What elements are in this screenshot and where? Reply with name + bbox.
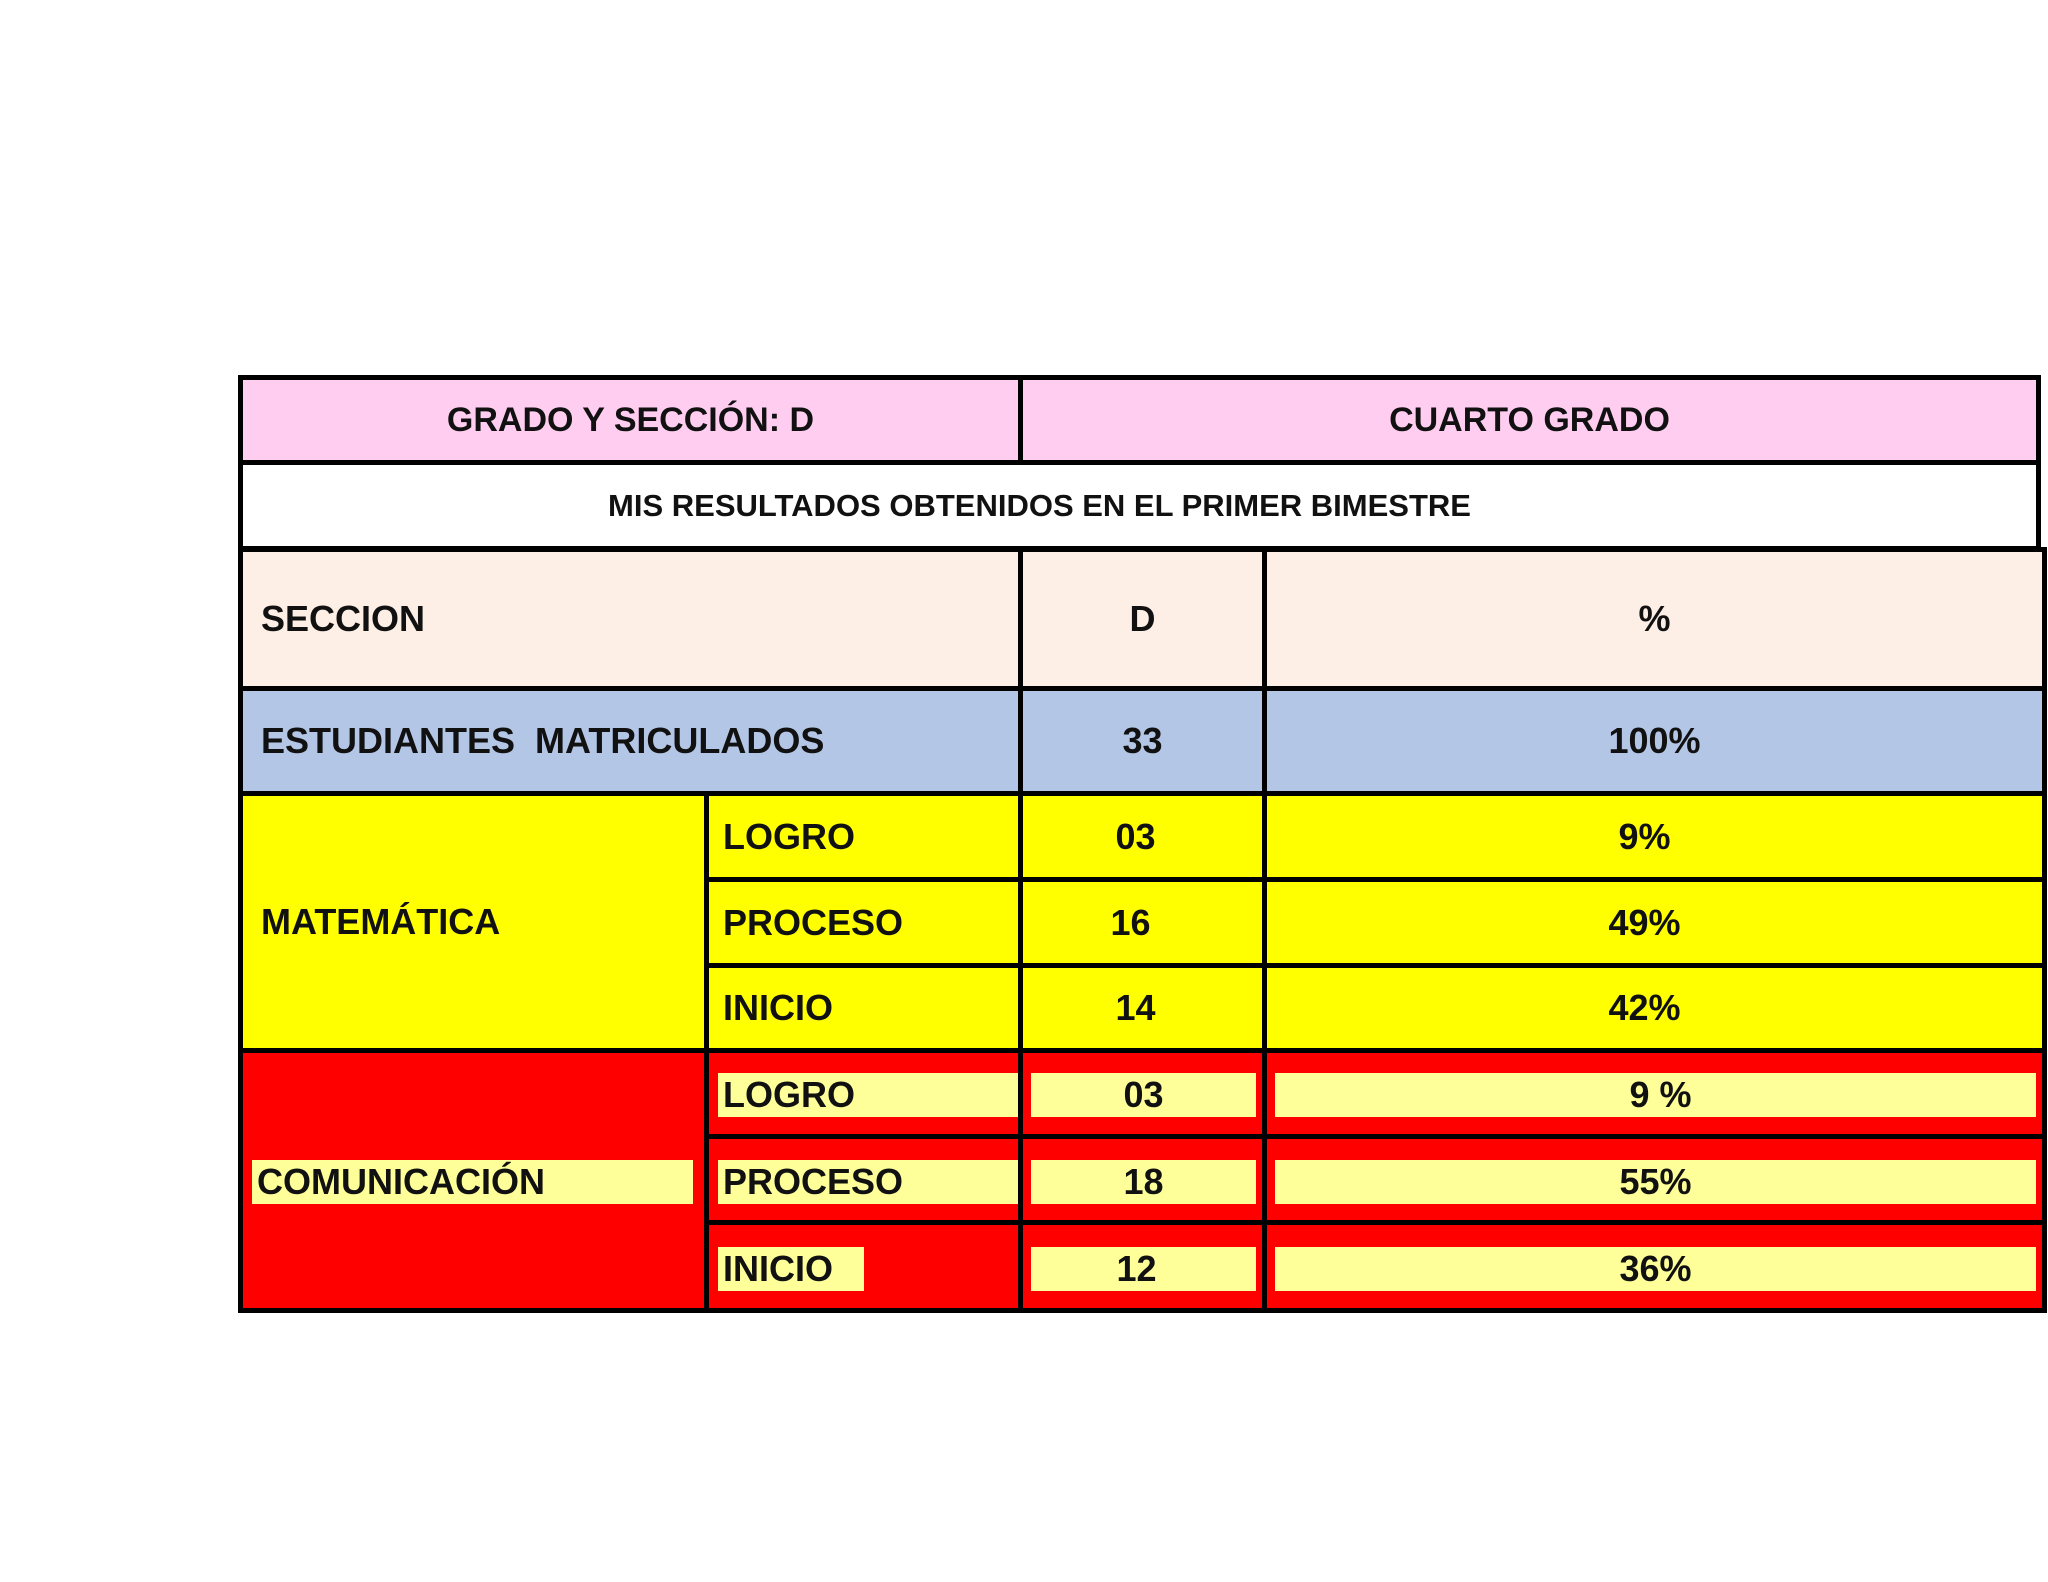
- matematica-level: PROCESO: [723, 901, 904, 943]
- section-value: D: [1129, 598, 1156, 639]
- comunicacion-percent-cell: [1262, 1134, 2047, 1225]
- enrolled-label-cell: [238, 686, 1023, 796]
- comunicacion-percent-cell: [1262, 1048, 2047, 1139]
- matematica-level-cell: [704, 791, 1023, 882]
- grade-name-cell: [1018, 375, 2041, 465]
- matematica-subject-cell: [238, 791, 709, 1053]
- subtitle-cell: [238, 460, 2041, 551]
- comunicacion-percent: 9 %: [1629, 1074, 1692, 1115]
- matematica-percent-cell: [1262, 791, 2047, 882]
- comunicacion-percent: 55%: [1619, 1161, 1692, 1202]
- comunicacion-level-cell: [704, 1134, 1023, 1225]
- comunicacion-count-cell: [1018, 1048, 1267, 1139]
- comunicacion-count-cell: [1018, 1134, 1267, 1225]
- comunicacion-count: 12: [1116, 1248, 1157, 1289]
- section-label-cell: [238, 547, 1023, 691]
- comunicacion-level: INICIO: [723, 1248, 834, 1289]
- matematica-count-cell: [1018, 877, 1267, 968]
- matematica-count-cell: [1018, 963, 1267, 1053]
- grade-name-label: CUARTO GRADO: [1389, 400, 1670, 439]
- enrolled-percent: 100%: [1608, 720, 1701, 761]
- comunicacion-subject: COMUNICACIÓN: [257, 1161, 545, 1202]
- comunicacion-level: LOGRO: [723, 1074, 855, 1115]
- matematica-level-cell: [704, 877, 1023, 968]
- matematica-percent: 49%: [1608, 901, 1681, 943]
- enrolled-count-cell: [1018, 686, 1267, 796]
- matematica-percent: 42%: [1608, 987, 1681, 1028]
- enrolled-label: ESTUDIANTES MATRICULADOS: [261, 720, 825, 761]
- matematica-count: 16: [1110, 901, 1151, 943]
- percent-header-cell: [1262, 547, 2047, 691]
- comunicacion-count-cell: [1018, 1220, 1267, 1313]
- comunicacion-count: 03: [1123, 1074, 1164, 1115]
- subtitle-label: MIS RESULTADOS OBTENIDOS EN EL PRIMER BIMESTRE: [608, 487, 1471, 523]
- matematica-level: INICIO: [723, 987, 834, 1028]
- matematica-subject: MATEMÁTICA: [261, 901, 501, 942]
- comunicacion-percent: 36%: [1619, 1248, 1692, 1289]
- matematica-percent-cell: [1262, 877, 2047, 968]
- comunicacion-count: 18: [1123, 1161, 1164, 1202]
- matematica-count: 03: [1115, 815, 1156, 857]
- matematica-count: 14: [1115, 987, 1156, 1028]
- comunicacion-percent-cell: [1262, 1220, 2047, 1313]
- section-value-cell: [1018, 547, 1267, 691]
- comunicacion-level: PROCESO: [723, 1161, 904, 1202]
- comunicacion-level-cell: [704, 1048, 1023, 1139]
- comunicacion-subject-cell: [238, 1048, 709, 1313]
- enrolled-count: 33: [1122, 720, 1163, 761]
- comunicacion-level-cell: [704, 1220, 1023, 1313]
- matematica-percent: 9%: [1618, 815, 1671, 857]
- matematica-percent-cell: [1262, 963, 2047, 1053]
- percent-header: %: [1638, 598, 1671, 639]
- matematica-level-cell: [704, 963, 1023, 1053]
- grade-section-label: GRADO Y SECCIÓN: D: [446, 400, 815, 439]
- enrolled-percent-cell: [1262, 686, 2047, 796]
- matematica-level: LOGRO: [723, 815, 855, 857]
- grade-section-cell: [238, 375, 1023, 465]
- section-label: SECCION: [261, 598, 426, 639]
- matematica-count-cell: [1018, 791, 1267, 882]
